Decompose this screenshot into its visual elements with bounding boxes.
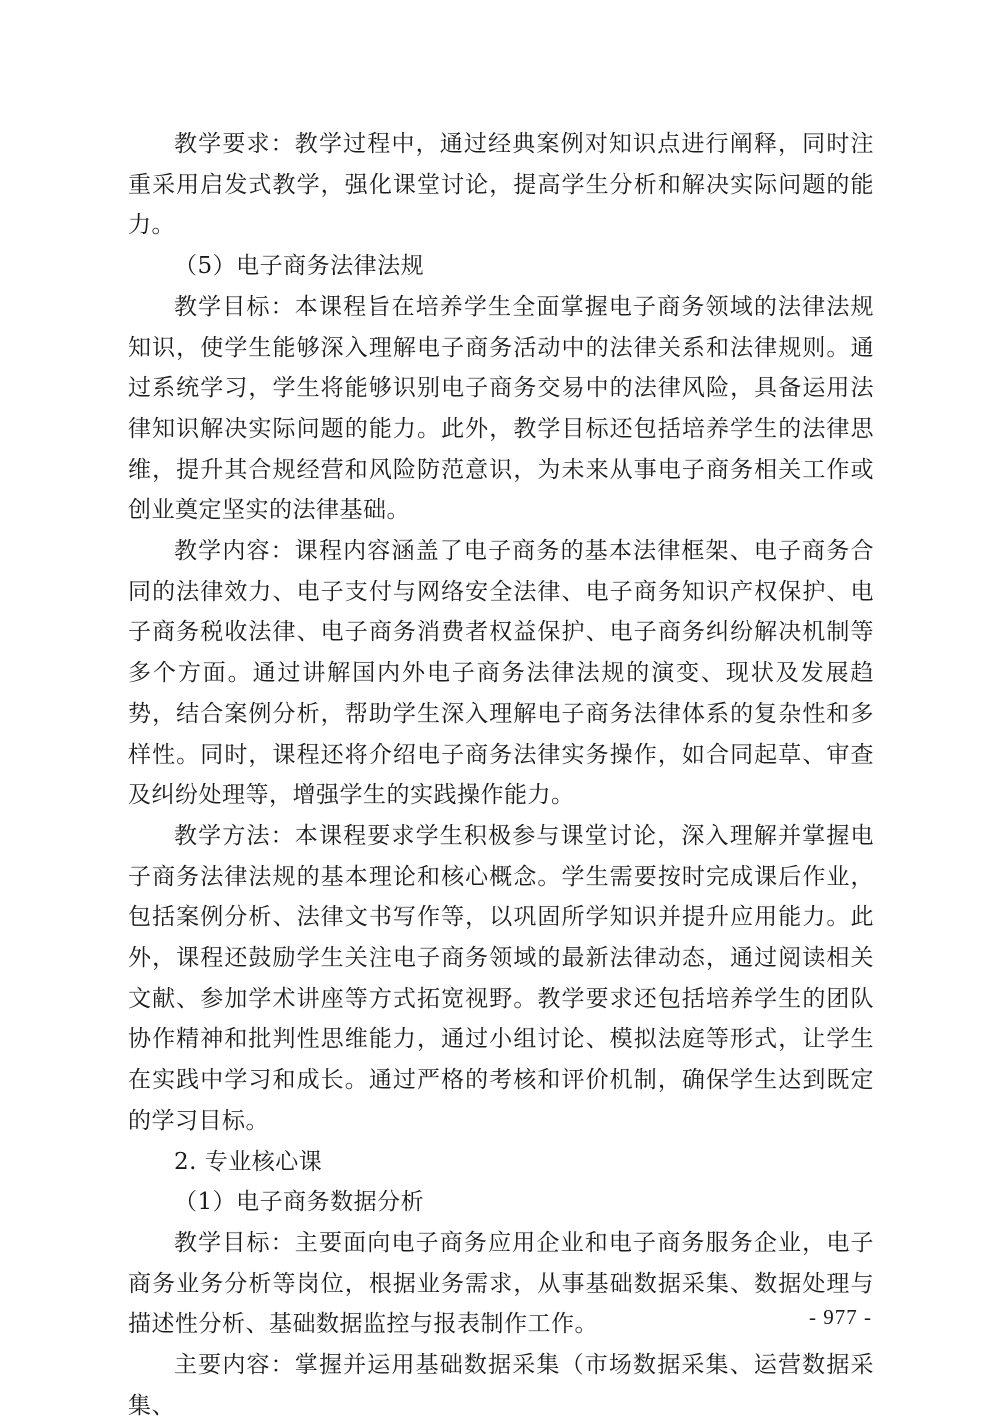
teaching-objectives-paragraph: 教学目标：本课程旨在培养学生全面掌握电子商务领域的法律法规知识，使学生能够深入理解电子商务活动中的法律关系和法律规则。通过系统学习，学生将能够识别电子商务交易中的法律风险，具备运用法律知识解决实际问题的能力。此外，教学目标还包括培养学生的法律思维，提升其合规经营和风险防范意识，为未来从事电子商务相关工作或创业奠定坚实的法律基础。: [128, 293, 874, 524]
data-analysis-objectives-paragraph: 教学目标：主要面向电子商务应用企业和电子商务服务企业，电子商务业务分析等岗位，根据业务需求，从事基础数据采集、数据处理与描述性分析、基础数据监控与报表制作工作。: [128, 1229, 874, 1338]
page-number: - 977 -: [809, 1305, 872, 1329]
data-analysis-content-paragraph: 主要内容：掌握并运用基础数据采集（市场数据采集、运营数据采集、: [128, 1352, 874, 1419]
teaching-methods-paragraph: 教学方法：本课程要求学生积极参与课堂讨论，深入理解并掌握电子商务法律法规的基本理论和核心概念。学生需要按时完成课后作业，包括案例分析、法律文书写作等，以巩固所学知识并提升应用能力。此外，课程还鼓励学生关注电子商务领域的最新法律动态，通过阅读相关文献、参加学术讲座等方式拓宽视野。教学要求还包括培养学生的团队协作精神和批判性思维能力，通过小组讨论、模拟法庭等形式，让学生在实践中学习和成长。通过严格的考核和评价机制，确保学生达到既定的学习目标。: [128, 822, 874, 1134]
teaching-content-paragraph: 教学内容：课程内容涵盖了电子商务的基本法律框架、电子商务合同的法律效力、电子支付与网络安全法律、电子商务知识产权保护、电子商务税收法律、电子商务消费者权益保护、电子商务纠纷解决机制等多个方面。通过讲解国内外电子商务法律法规的演变、现状及发展趋势，结合案例分析，帮助学生深入理解电子商务法律体系的复杂性和多样性。同时，课程还将介绍电子商务法律实务操作，如合同起草、审查及纠纷处理等，增强学生的实践操作能力。: [128, 538, 874, 809]
teaching-requirements-paragraph: 教学要求：教学过程中，通过经典案例对知识点进行阐释，同时注重采用启发式教学，强化课堂讨论，提高学生分析和解决实际问题的能力。: [128, 131, 874, 239]
section-heading-ecommerce-law: （5）电子商务法律法规: [174, 253, 425, 280]
section-heading-core-courses: 2. 专业核心课: [174, 1148, 323, 1175]
section-heading-data-analysis: （1）电子商务数据分析: [174, 1189, 425, 1216]
body-text: [128, 124, 874, 1427]
